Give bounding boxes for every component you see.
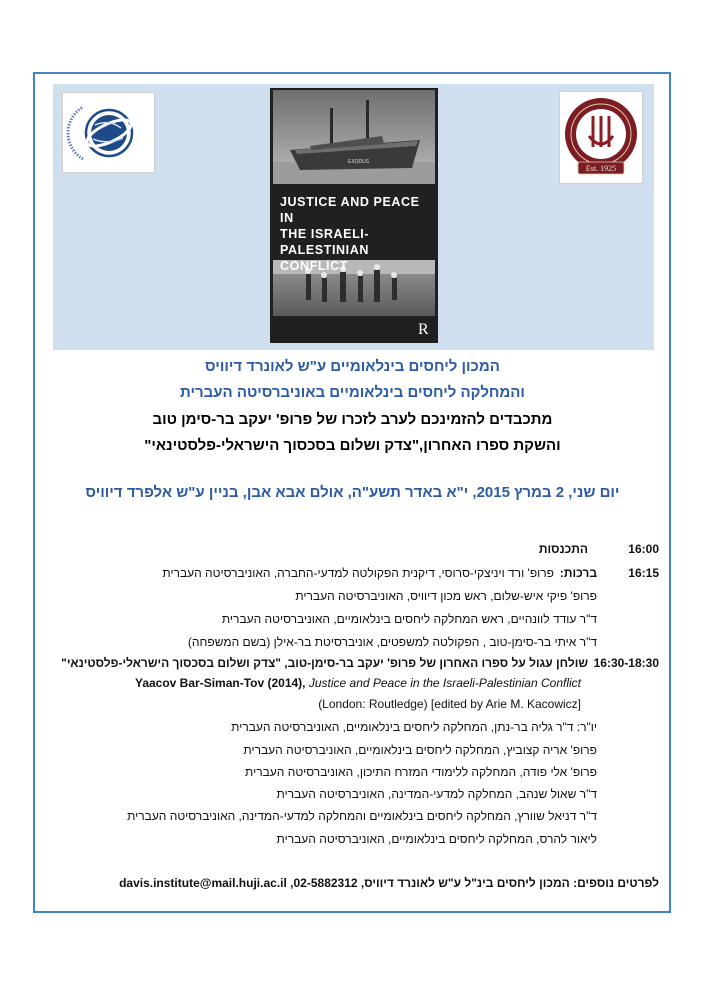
svg-text:R: R bbox=[418, 321, 429, 338]
schedule-gathering: התכנסות bbox=[538, 542, 588, 556]
reference-publisher: (London: Routledge) [edited by Arie M. Kacowicz] bbox=[318, 697, 581, 711]
department-seal-logo bbox=[559, 91, 643, 184]
panel-chair: יו"ר: ד"ר גליה בר-נתן, המחלקה ליחסים בינלאומיים, האוניברסיטה העברית bbox=[231, 720, 597, 734]
heading-book-launch: והשקת ספרו האחרון,"צדק ושלום בסכסוך הישראלי-פלסטינאי" bbox=[144, 437, 561, 454]
panelist-1: פרופ' אריה קצוביץ, המחלקה ליחסים בינלאומיים, האוניברסיטה העברית bbox=[243, 743, 597, 757]
svg-text:EXODUS: EXODUS bbox=[348, 159, 370, 165]
greeting-speaker-2: פרופ' פיקי איש-שלום, ראש מכון דיוויס, האוניברסיטה העברית bbox=[295, 589, 597, 603]
greeting-speaker-4: ד"ר איתי בר-סימן-טוב , הפקולטה למשפטים, אוניברסיטת בר-אילן (בשם המשפחה) bbox=[187, 635, 597, 649]
panelist-5: ליאור להרס, המחלקה ליחסים בינלאומיים, האוניברסיטה העברית bbox=[276, 832, 597, 846]
heading-institute: המכון ליחסים בינלאומיים ע"ש לאונרד דיוויס bbox=[205, 358, 500, 375]
contact-footer: לפרטים נוספים: המכון ליחסים בינ"ל ע"ש לאונרד דיוויס, 02-5882312, davis.institute@mail.huji.ac.il bbox=[119, 876, 659, 890]
panel-title: שולחן עגול על ספרו האחרון של פרופ' יעקב בר-סימן-טוב, "צדק ושלום בסכסוך הישראלי-פלסטינאי" bbox=[61, 656, 588, 670]
book-cover bbox=[270, 88, 438, 343]
heading-department: והמחלקה ליחסים בינלאומיים באוניברסיטה העברית bbox=[180, 384, 525, 401]
time-slot-3: 16:30-18:30 bbox=[593, 656, 659, 670]
book-title: JUSTICE AND PEACE IN THE ISRAELI-PALESTINIAN CONFLICT bbox=[280, 195, 420, 273]
reference-title: Justice and Peace in the Israeli-Palestinian Conflict bbox=[308, 676, 581, 690]
seal-icon bbox=[560, 92, 642, 183]
event-date-location: יום שני, 2 במרץ 2015, י"א באדר תשע"ה, אולם אבא אבן, בניין ע"ש אלפרד דיוויס bbox=[85, 484, 620, 501]
heading-invitation: מתכבדים להזמינכם לערב לזכרו של פרופ' יעקב בר-סימן טוב bbox=[152, 411, 553, 428]
panelist-3: ד"ר שאול שנהב, המחלקה למדעי-המדינה, האוניברסיטה העברית bbox=[276, 787, 597, 801]
reference-author: Yaacov Bar-Siman-Tov (2014), bbox=[134, 676, 306, 690]
greeting-speaker-1: פרופ' ורד ויניצקי-סרוסי, דיקנית הפקולטה למדעי-החברה, האוניברסיטה העברית bbox=[162, 566, 554, 580]
greeting-speaker-3: ד"ר עודד לוונהיים, ראש המחלקה ליחסים בינלאומיים, האוניברסיטה העברית bbox=[221, 612, 597, 626]
time-slot-2: 16:15 bbox=[628, 566, 659, 580]
time-slot-1: 16:00 bbox=[628, 542, 659, 556]
book-reference bbox=[135, 676, 581, 690]
panelist-4: ד"ר דניאל שוורץ, המחלקה ליחסים בינלאומיים והמחלקה למדעי-המדינה, האוניברסיטה העברית bbox=[127, 809, 597, 823]
svg-text:Est. 1925: Est. 1925 bbox=[585, 164, 617, 173]
globe-ring-icon bbox=[63, 93, 154, 172]
greetings-label: ברכות: bbox=[559, 566, 597, 580]
institute-logo bbox=[62, 92, 155, 173]
panelist-2: פרופ' אלי פודה, המחלקה ללימודי המזרח התיכון, האוניברסיטה העברית bbox=[245, 765, 597, 779]
